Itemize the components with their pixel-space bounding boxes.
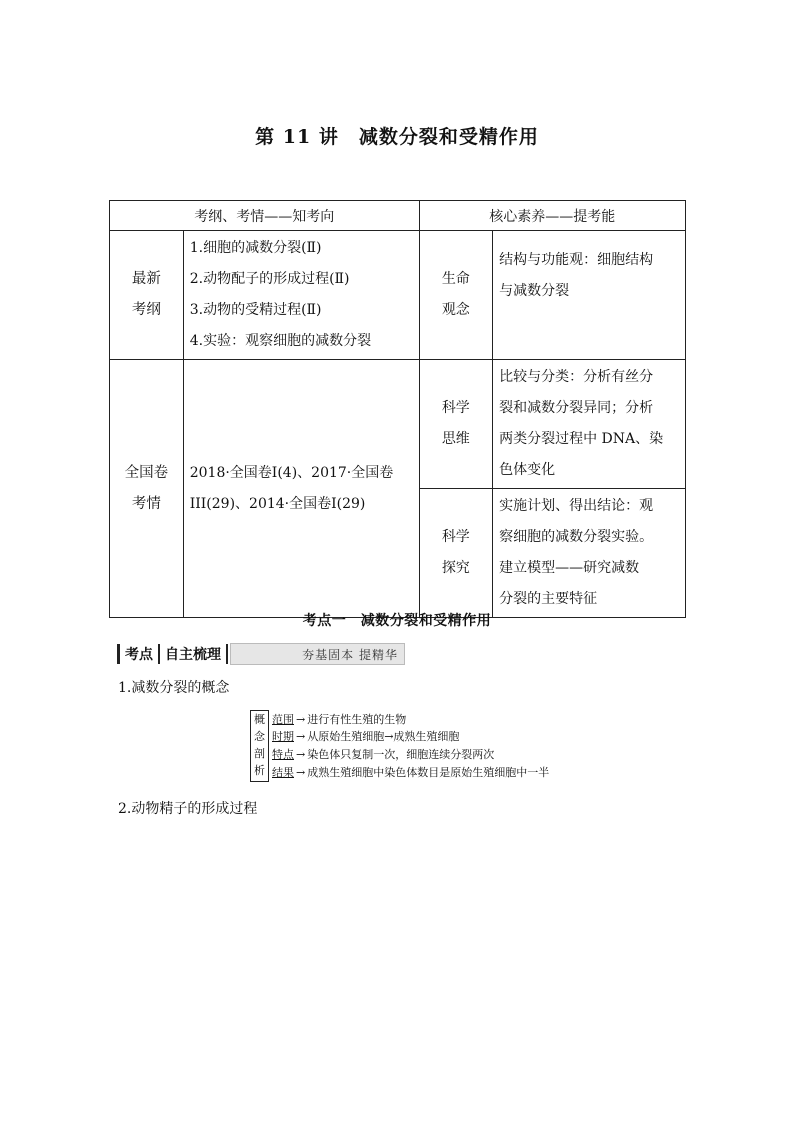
diagram-text: 成熟生殖细胞中染色体数目是原始生殖细胞中一半 [307, 766, 550, 779]
diagram-key: 结果 [272, 766, 294, 779]
arrow-right-icon: → [296, 765, 306, 779]
banner-label-1: 考点 [125, 647, 153, 663]
diagram-row [272, 711, 406, 727]
category-latest-syllabus: 最新 考纲 [110, 231, 184, 360]
header-left: 考纲、考情——知考向 [110, 201, 420, 231]
list-item: 1.细胞的减数分裂(Ⅱ) [189, 240, 322, 256]
arrow-right-icon: → [296, 729, 306, 743]
point-title: 考点一 减数分裂和受精作用 [302, 613, 492, 629]
table-row [110, 360, 686, 489]
syllabus-list [183, 231, 419, 360]
section-banner [117, 643, 405, 665]
syllabus-table [109, 200, 686, 618]
diagram-key: 时期 [272, 730, 294, 743]
literacy-description: 比较与分类：分析有丝分 裂和减数分裂异同；分析 两类分裂过程中 DNA、染 色体变化 [493, 360, 686, 489]
diagram-row [272, 746, 494, 762]
literacy-name: 科学 思维 [419, 360, 493, 489]
literacy-name: 科学 探究 [419, 489, 493, 618]
literacy-description: 实施计划、得出结论：观 察细胞的减数分裂实验。 建立模型——研究减数 分裂的主要特征 [493, 489, 686, 618]
table-row [110, 231, 686, 360]
diagram-text: 从原始生殖细胞→成熟生殖细胞 [307, 730, 460, 743]
concept-diagram [250, 710, 560, 782]
literacy-name: 生命 观念 [419, 231, 493, 360]
list-item: 4.实验：观察细胞的减数分裂 [189, 333, 372, 349]
diagram-row [272, 764, 549, 780]
list-item: 3.动物的受精过程(Ⅱ) [189, 302, 322, 318]
diagram-key: 特点 [272, 748, 294, 761]
category-exam-history: 全国卷 考情 [110, 360, 184, 618]
diagram-text: 进行有性生殖的生物 [307, 713, 407, 726]
diagram-row [272, 728, 459, 744]
banner-bar [117, 644, 120, 664]
banner-label-2: 自主梳理 [165, 647, 221, 663]
list-item: 2.动物配子的形成过程(Ⅱ) [189, 271, 350, 287]
banner-divider [158, 644, 160, 664]
section-heading-1: 1.减数分裂的概念 [118, 680, 230, 696]
section-heading-2: 2.动物精子的形成过程 [118, 801, 258, 817]
arrow-right-icon: → [296, 712, 306, 726]
arrow-right-icon: → [296, 747, 306, 761]
diagram-text: 染色体只复制一次，细胞连续分裂两次 [307, 748, 495, 761]
diagram-key: 范围 [272, 713, 294, 726]
banner-slogan: 夯基固本 提精华 [230, 643, 405, 665]
page-title: 第 11 讲 减数分裂和受精作用 [255, 126, 539, 148]
literacy-description: 结构与功能观：细胞结构 与减数分裂 [493, 231, 686, 360]
concept-box: 概 念 剖 析 [250, 710, 269, 782]
table-header-row [110, 201, 686, 231]
header-right: 核心素养——提考能 [419, 201, 685, 231]
banner-divider [226, 644, 228, 664]
exam-history-text: 2018·全国卷Ⅰ(4)、2017·全国卷 III(29)、2014·全国卷Ⅰ(29) [183, 360, 419, 618]
